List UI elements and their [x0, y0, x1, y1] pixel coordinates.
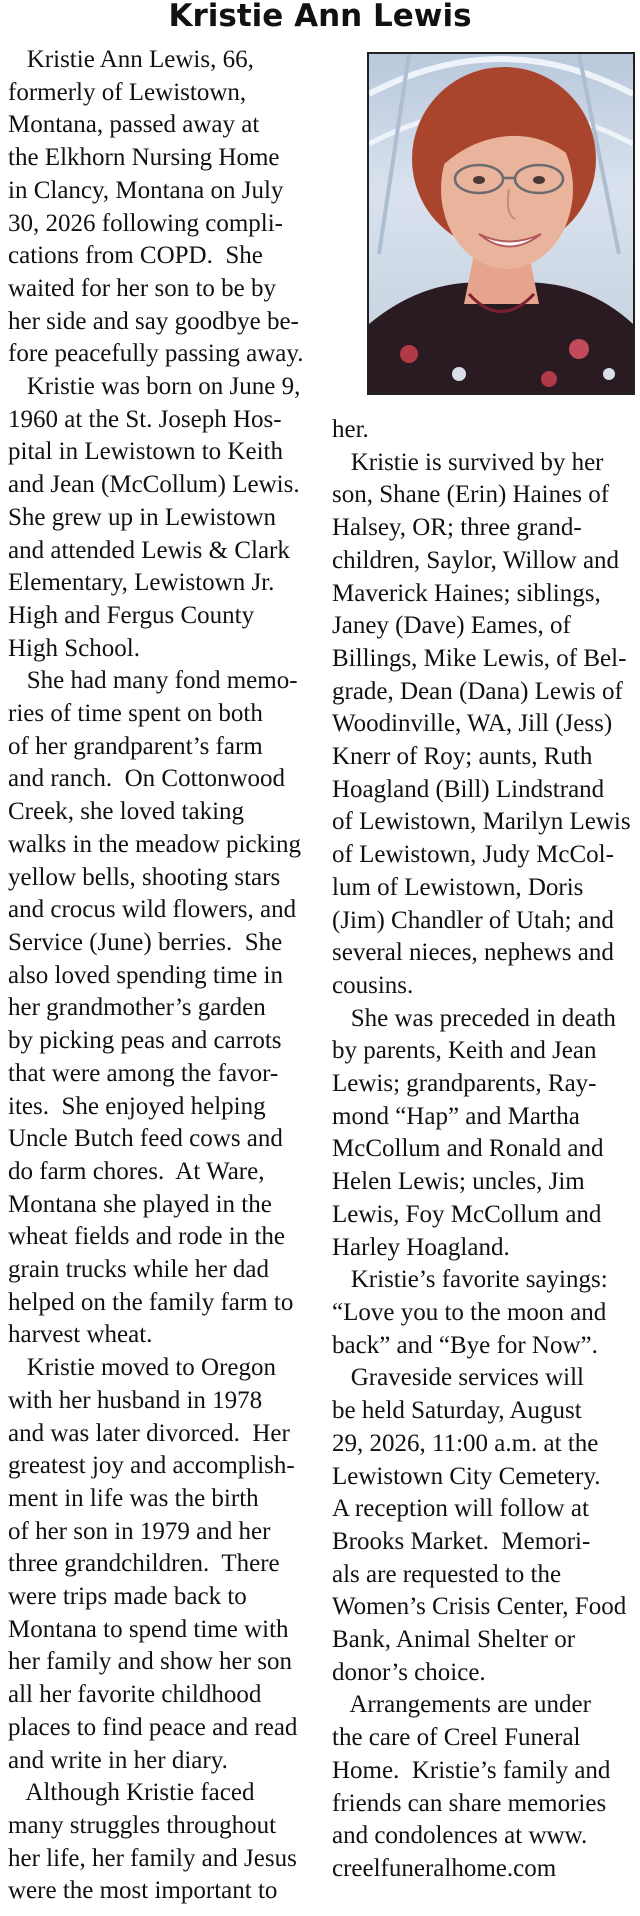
text-line: grade, Dean (Dana) Lewis of	[332, 677, 623, 705]
text-line: lum of Lewistown, Doris	[332, 873, 584, 901]
text-line: her.	[332, 416, 369, 443]
text-line: Elementary, Lewistown Jr.	[8, 569, 275, 597]
text-line: Arrangements are under	[332, 1691, 591, 1719]
text-line: Brooks Market. Memori-	[332, 1527, 591, 1555]
text-line: Montana she played in the	[8, 1190, 272, 1218]
text-line: yellow bells, shooting stars	[8, 863, 281, 891]
text-line: many struggles throughout	[8, 1811, 277, 1839]
text-line: pital in Lewistown to Keith	[8, 438, 283, 466]
text-line: Woodinville, WA, Jill (Jess)	[332, 710, 613, 738]
text-line: ment in life was the birth	[8, 1484, 259, 1512]
text-line: children, Saylor, Willow and	[332, 546, 620, 574]
text-line: cousins.	[332, 971, 414, 999]
text-line: 1960 at the St. Joseph Hos-	[8, 405, 282, 433]
text-line: Halsey, OR; three grand-	[332, 514, 582, 542]
text-line: High and Fergus County	[8, 601, 255, 629]
text-line: Kristie is survived by her	[332, 448, 604, 476]
text-line: Home. Kristie’s family and	[332, 1756, 611, 1784]
text-line: Janey (Dave) Eames, of	[332, 612, 571, 640]
text-line: and was later divorced. Her	[8, 1419, 290, 1447]
text-line: Harley Hoagland.	[332, 1233, 510, 1261]
text-line: of her son in 1979 and her	[8, 1517, 271, 1545]
text-line: Kristie’s favorite sayings:	[332, 1266, 608, 1294]
text-line: Lewistown City Cemetery.	[332, 1462, 601, 1490]
text-line: waited for her son to be by	[8, 274, 276, 302]
text-line: her family and show her son	[8, 1648, 292, 1676]
text-line: her side and say goodbye be-	[8, 307, 299, 335]
text-line: McCollum and Ronald and	[332, 1135, 604, 1163]
text-line: helped on the family farm to	[8, 1288, 294, 1316]
text-line: Kristie was born on June 9,	[8, 373, 301, 401]
text-line: Lewis; grandparents, Ray-	[332, 1070, 597, 1098]
text-line: mond “Hap” and Martha	[332, 1102, 580, 1130]
text-line: of Lewistown, Judy McCol-	[332, 841, 614, 869]
text-line: and write in her diary.	[8, 1746, 228, 1774]
text-line: were the most important to	[8, 1877, 278, 1905]
text-line: by parents, Keith and Jean	[332, 1037, 597, 1065]
left-column-text	[8, 44, 323, 1908]
text-line: Montana, passed away at	[8, 111, 260, 139]
text-line: greatest joy and accomplish-	[8, 1452, 295, 1480]
text-line: Women’s Crisis Center, Food	[332, 1593, 627, 1621]
text-line: and attended Lewis & Clark	[8, 536, 290, 564]
text-line: fore peacefully passing away.	[8, 340, 304, 368]
text-line: several nieces, nephews and	[332, 939, 614, 967]
right-column-text	[332, 414, 632, 1886]
text-line: son, Shane (Erin) Haines of	[332, 481, 610, 509]
text-line: Uncle Butch feed cows and	[8, 1125, 283, 1153]
text-line: and crocus wild flowers, and	[8, 896, 297, 924]
text-line: 29, 2026, 11:00 a.m. at the	[332, 1429, 599, 1457]
portrait-illustration	[369, 54, 633, 393]
text-line: A reception will follow at	[332, 1495, 589, 1523]
text-line: 30, 2026 following compli-	[8, 209, 283, 237]
text-line: with her husband in 1978	[8, 1386, 263, 1414]
text-line: cations from COPD. She	[8, 242, 263, 270]
text-line: by picking peas and carrots	[8, 1027, 282, 1055]
text-line: of Lewistown, Marilyn Lewis	[332, 808, 631, 836]
portrait-photo	[367, 52, 635, 395]
text-line: Knerr of Roy; aunts, Ruth	[332, 743, 593, 771]
text-line: She was preceded in death	[332, 1004, 616, 1032]
text-line: “Love you to the moon and	[332, 1298, 607, 1326]
text-line: donor’s choice.	[332, 1658, 486, 1686]
text-line: were trips made back to	[8, 1583, 247, 1611]
text-line: Creek, she loved taking	[8, 798, 245, 826]
text-line: Service (June) berries. She	[8, 928, 283, 956]
text-line: her grandmother’s garden	[8, 994, 266, 1022]
text-line: Kristie moved to Oregon	[8, 1354, 277, 1382]
text-line: places to find peace and read	[8, 1713, 298, 1741]
text-line: ites. She enjoyed helping	[8, 1092, 266, 1120]
text-line: Hoagland (Bill) Lindstrand	[332, 775, 605, 803]
text-line: and Jean (McCollum) Lewis.	[8, 471, 300, 499]
text-line: She grew up in Lewistown	[8, 503, 277, 531]
text-line: als are requested to the	[332, 1560, 562, 1588]
text-line: creelfuneralhome.com	[332, 1854, 557, 1882]
text-line: ries of time spent on both	[8, 700, 263, 728]
text-line: She had many fond memo-	[8, 667, 298, 695]
text-line: Montana to spend time with	[8, 1615, 289, 1643]
text-line: and ranch. On Cottonwood	[8, 765, 286, 793]
text-line: three grandchildren. There	[8, 1550, 280, 1578]
text-line: and condolences at www.	[332, 1822, 588, 1850]
text-line: (Jim) Chandler of Utah; and	[332, 906, 614, 934]
text-line: Billings, Mike Lewis, of Bel-	[332, 644, 627, 672]
text-line: Graveside services will	[332, 1364, 585, 1392]
text-line: also loved spending time in	[8, 961, 283, 989]
text-line: walks in the meadow picking	[8, 830, 301, 858]
text-line: her life, her family and Jesus	[8, 1844, 297, 1872]
text-line: Although Kristie faced	[8, 1779, 255, 1807]
text-line: that were among the favor-	[8, 1059, 279, 1087]
obituary-title: Kristie Ann Lewis	[168, 0, 472, 34]
text-line: be held Saturday, August	[332, 1397, 582, 1425]
text-line: grain trucks while her dad	[8, 1256, 270, 1284]
text-line: of her grandparent’s farm	[8, 732, 263, 760]
text-line: formerly of Lewistown,	[8, 78, 247, 106]
text-line: Helen Lewis; uncles, Jim	[332, 1168, 585, 1196]
text-line: the Elkhorn Nursing Home	[8, 144, 280, 172]
text-line: harvest wheat.	[8, 1321, 153, 1349]
text-line: in Clancy, Montana on July	[8, 176, 284, 204]
text-line: back” and “Bye for Now”.	[332, 1331, 598, 1359]
text-line: the care of Creel Funeral	[332, 1724, 581, 1752]
text-line: Maverick Haines; siblings,	[332, 579, 601, 607]
text-line: friends can share memories	[332, 1789, 607, 1817]
text-line: Lewis, Foy McCollum and	[332, 1200, 602, 1228]
text-line: do farm chores. At Ware,	[8, 1157, 265, 1185]
text-line: all her favorite childhood	[8, 1681, 262, 1709]
text-line: Bank, Animal Shelter or	[332, 1626, 576, 1654]
text-line: Kristie Ann Lewis, 66,	[8, 46, 254, 73]
text-line: wheat fields and rode in the	[8, 1223, 285, 1251]
text-line: High School.	[8, 634, 140, 662]
